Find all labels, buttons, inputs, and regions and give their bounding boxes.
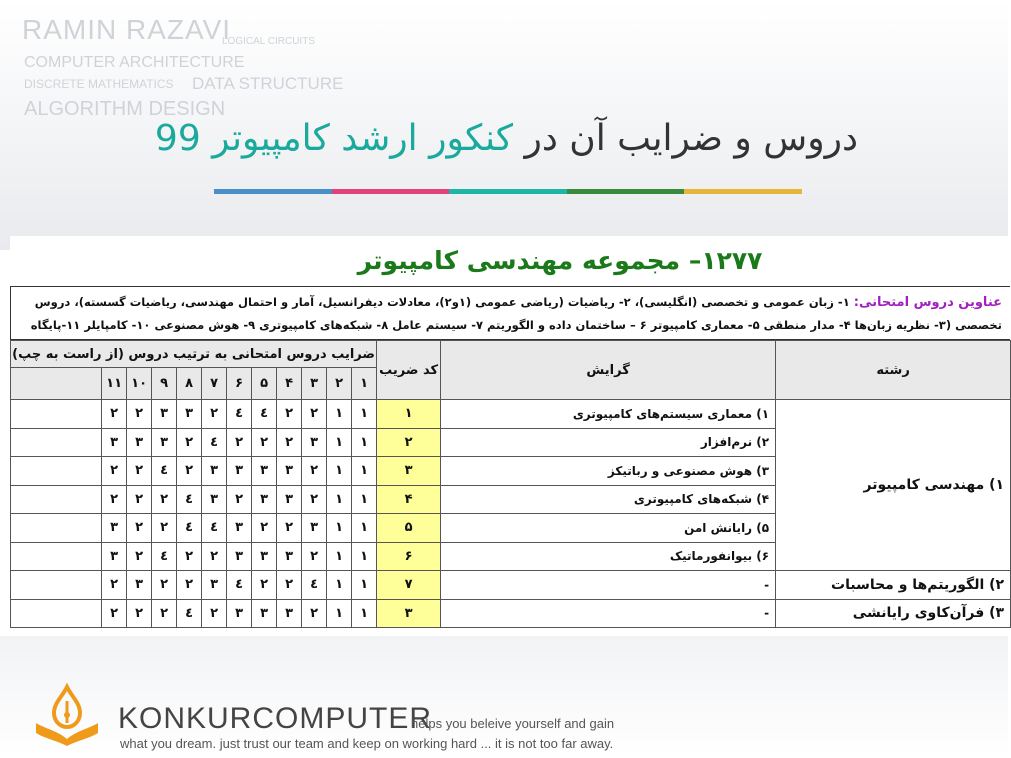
coefficient-cell: ۲ <box>302 599 327 628</box>
code-cell: ۳ <box>377 457 441 486</box>
coefficient-cell: ۲ <box>127 485 152 514</box>
underline-segment <box>684 189 802 194</box>
blank-cell <box>11 514 102 543</box>
branch-cell: ۲) نرم‌افزار <box>441 428 776 457</box>
coefficient-cell: ۲ <box>227 428 252 457</box>
brand-name: KONKURCOMPUTER <box>118 702 433 735</box>
watermark-name: RAMIN RAZAVI <box>22 14 232 45</box>
coefficient-cell: ۱ <box>352 542 377 571</box>
code-cell: ۷ <box>377 571 441 600</box>
course-number-header: ۸ <box>177 368 202 400</box>
course-number-header: ۹ <box>152 368 177 400</box>
coefficient-cell: ۲ <box>102 599 127 628</box>
coefficient-cell: ٤ <box>152 457 177 486</box>
code-cell: ۴ <box>377 485 441 514</box>
tagline-line1: helps you beleive yourself and gain <box>411 716 615 731</box>
blank-cell <box>11 457 102 486</box>
coefficient-cell: ۲ <box>102 400 127 429</box>
code-cell: ۵ <box>377 514 441 543</box>
coefficient-cell: ۳ <box>127 571 152 600</box>
code-cell: ۲ <box>377 428 441 457</box>
coefficient-cell: ۱ <box>352 400 377 429</box>
field-cell: ۲) الگوریتم‌ها و محاسبات <box>776 571 1011 600</box>
underline-segment <box>214 189 332 194</box>
course-number-header: ۳ <box>302 368 327 400</box>
coefficient-cell: ۲ <box>202 400 227 429</box>
code-cell: ۳ <box>377 599 441 628</box>
branch-cell: ۵) رایانش امن <box>441 514 776 543</box>
branch-cell: ۳) هوش مصنوعی و رباتیکز <box>441 457 776 486</box>
coefficient-cell: ٤ <box>252 400 277 429</box>
coefficient-cell: ۲ <box>277 571 302 600</box>
coefficient-cell: ۳ <box>102 542 127 571</box>
coefficient-cell: ۳ <box>252 542 277 571</box>
coefficient-cell: ٤ <box>177 599 202 628</box>
watermark-line: ALGORITHM DESIGN <box>24 98 226 120</box>
coefficient-cell: ۲ <box>177 457 202 486</box>
coefficient-cell: ۲ <box>127 599 152 628</box>
coefficient-cell: ۲ <box>127 400 152 429</box>
coefficient-cell: ۳ <box>277 599 302 628</box>
coefficient-cell: ۲ <box>302 485 327 514</box>
coefficient-cell: ۲ <box>302 457 327 486</box>
coefficient-cell: ۳ <box>152 428 177 457</box>
coefficient-cell: ۲ <box>277 428 302 457</box>
slide-title-accent: کنکور ارشد کامپیوتر 99 <box>154 118 513 159</box>
code-cell: ۱ <box>377 400 441 429</box>
coefficient-cell: ۲ <box>152 514 177 543</box>
coefficient-cell: ۲ <box>102 457 127 486</box>
branch-cell: ۱) معماری سیستم‌های کامپیوتری <box>441 400 776 429</box>
course-number-header: ۶ <box>227 368 252 400</box>
field-cell: ۱) مهندسی کامپیوتر <box>776 400 1011 571</box>
coefficient-cell: ۳ <box>302 428 327 457</box>
course-number-header: ۱۰ <box>127 368 152 400</box>
coefficient-cell: ۳ <box>277 542 302 571</box>
table-title: ۱۲۷۷– مجموعه مهندسی کامپیوتر <box>357 246 763 275</box>
underline-segment <box>332 189 450 194</box>
coefficient-cell: ۱ <box>327 428 352 457</box>
coefficient-cell: ۲ <box>302 400 327 429</box>
coefficient-cell: ۳ <box>202 457 227 486</box>
underline-segment <box>567 189 685 194</box>
coefficient-cell: ٤ <box>227 400 252 429</box>
coefficient-cell: ۲ <box>202 599 227 628</box>
coefficient-cell: ٤ <box>177 514 202 543</box>
header-field: رشته <box>776 341 1011 400</box>
coefficient-cell: ۲ <box>202 542 227 571</box>
coefficient-cell: ۲ <box>152 599 177 628</box>
coefficient-cell: ۲ <box>127 457 152 486</box>
coefficient-cell: ۲ <box>277 400 302 429</box>
coefficient-cell: ۲ <box>277 514 302 543</box>
table-row <box>11 599 1011 628</box>
coefficient-cell: ۱ <box>327 542 352 571</box>
coefficient-cell: ۳ <box>277 485 302 514</box>
coefficient-cell: ۲ <box>152 485 177 514</box>
slide-title <box>155 118 858 159</box>
coefficient-cell: ۲ <box>177 542 202 571</box>
branch-cell: ۴) شبکه‌های کامپیوتری <box>441 485 776 514</box>
watermark-line: DATA STRUCTURE <box>192 74 344 93</box>
course-number-header: ۴ <box>277 368 302 400</box>
coefficient-cell: ۱ <box>352 457 377 486</box>
coefficient-cell: ۳ <box>202 485 227 514</box>
coefficient-cell: ۳ <box>227 599 252 628</box>
blank-cell <box>11 428 102 457</box>
watermark-line: LOGICAL CIRCUITS <box>222 36 315 47</box>
coefficient-cell: ۳ <box>102 514 127 543</box>
watermark-line: DISCRETE MATHEMATICS <box>24 77 174 91</box>
coefficient-cell: ۲ <box>152 571 177 600</box>
coefficient-cell: ۱ <box>352 428 377 457</box>
coefficient-cell: ٤ <box>202 514 227 543</box>
coefficient-cell: ٤ <box>177 485 202 514</box>
coefficient-cell: ۲ <box>102 485 127 514</box>
blank-cell <box>11 599 102 628</box>
coefficient-sheet <box>10 236 1008 636</box>
coefficient-cell: ٤ <box>302 571 327 600</box>
tagline-line2: what you dream. just trust our team and keep on working hard ... it is not too far away. <box>120 736 614 751</box>
coefficient-cell: ۳ <box>252 599 277 628</box>
blank-cell <box>11 485 102 514</box>
course-number-header: ۷ <box>202 368 227 400</box>
coefficient-cell: ٤ <box>152 542 177 571</box>
coefficient-cell: ۲ <box>127 514 152 543</box>
coefficient-cell: ۱ <box>327 514 352 543</box>
coefficient-cell: ۲ <box>252 571 277 600</box>
table-row <box>11 571 1011 600</box>
coefficient-cell: ۱ <box>352 514 377 543</box>
header-code: کد ضریب <box>377 341 441 400</box>
branch-cell: ۶) بیوانفورماتیک <box>441 542 776 571</box>
coefficient-cell: ۲ <box>102 571 127 600</box>
coefficient-cell: ۱ <box>352 485 377 514</box>
coefficient-cell: ۳ <box>202 571 227 600</box>
coefficient-cell: ۲ <box>177 428 202 457</box>
coefficient-cell: ۳ <box>177 400 202 429</box>
coefficient-cell: ۱ <box>327 457 352 486</box>
course-number-header: ۲ <box>327 368 352 400</box>
coefficient-cell: ۲ <box>127 542 152 571</box>
course-number-header: ۱ <box>352 368 377 400</box>
konkurcomputer-logo <box>32 683 102 747</box>
coefficient-cell: ۳ <box>252 485 277 514</box>
coefficient-cell: ۳ <box>102 428 127 457</box>
coefficient-cell: ۱ <box>352 571 377 600</box>
header-branch: گرایش <box>441 341 776 400</box>
coefficient-cell: ۳ <box>227 542 252 571</box>
course-number-header: ۱۱ <box>102 368 127 400</box>
title-underline <box>214 189 802 194</box>
coefficient-cell: ۲ <box>302 542 327 571</box>
note-label: عناوین دروس امتحانی: <box>853 295 1002 310</box>
branch-cell: - <box>441 599 776 628</box>
coefficient-header-spacer <box>11 368 102 400</box>
table-row <box>11 400 1011 429</box>
coefficient-cell: ۲ <box>177 571 202 600</box>
blank-cell <box>11 542 102 571</box>
note-text: ۱- زبان عمومی و تخصصی (انگلیسی)، ۲- ریاضیات (ریاضی عمومی (۱و۲)، معادلات دیفرانسیل، آمار و احتمال مهندسی، ریاضیات گسسته)، دروس تخصصی (۳- نظریه زبان‌ها ۴- مدار منطقی ۵- معماری کامپیوتر ۶ – ساختمان داده و الگوریتم ۷- سیستم عامل ۸- شبکه‌های کامپیوتری ۹- هوش مصنوعی ۱۰- کامپایلر ۱۱-پایگاه <box>30 295 1002 332</box>
branch-cell: - <box>441 571 776 600</box>
coefficient-cell: ۳ <box>277 457 302 486</box>
blank-cell <box>11 400 102 429</box>
coefficient-cell: ٤ <box>227 571 252 600</box>
coefficient-cell: ۱ <box>327 485 352 514</box>
underline-segment <box>449 189 567 194</box>
watermark-line: COMPUTER ARCHITECTURE <box>24 54 245 71</box>
field-cell: ۳) فرآن‌کاوی رایانشی <box>776 599 1011 628</box>
code-cell: ۶ <box>377 542 441 571</box>
slide-title-main: دروس و ضرایب آن در <box>524 118 858 159</box>
coefficient-cell: ۳ <box>227 457 252 486</box>
coefficient-cell: ۲ <box>252 514 277 543</box>
coefficient-cell: ۳ <box>127 428 152 457</box>
coefficient-cell: ۳ <box>152 400 177 429</box>
coefficient-cell: ۳ <box>302 514 327 543</box>
coefficient-cell: ۳ <box>252 457 277 486</box>
coefficient-cell: ٤ <box>202 428 227 457</box>
course-number-header: ۵ <box>252 368 277 400</box>
coefficient-cell: ۳ <box>227 514 252 543</box>
blank-cell <box>11 571 102 600</box>
coefficient-cell: ۲ <box>227 485 252 514</box>
coefficient-cell: ۱ <box>352 599 377 628</box>
coefficient-cell: ۱ <box>327 599 352 628</box>
coefficient-cell: ۱ <box>327 400 352 429</box>
coefficient-cell: ۲ <box>252 428 277 457</box>
exam-subjects-note <box>10 286 1010 340</box>
header-coefficients: ضرایب دروس امتحانی به ترتیب دروس (از راست به چپ) <box>11 341 377 368</box>
coefficient-table <box>10 340 1011 628</box>
coefficient-cell: ۱ <box>327 571 352 600</box>
